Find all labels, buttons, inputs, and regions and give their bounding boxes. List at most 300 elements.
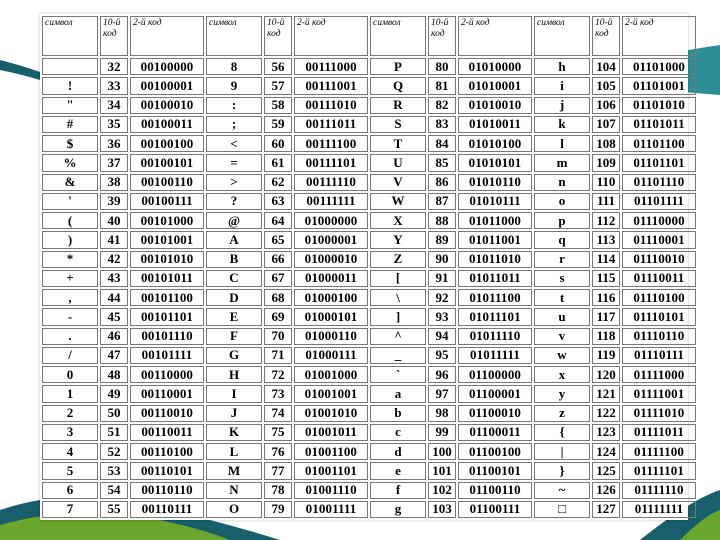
symbol-cell: \ xyxy=(370,289,426,306)
header-decimal-code: 10-й код xyxy=(100,16,128,56)
table-row xyxy=(42,289,696,306)
binary-code-cell: 01010001 xyxy=(458,77,532,94)
symbol-cell: ! xyxy=(42,77,98,94)
symbol-cell: . xyxy=(42,328,98,345)
symbol-cell: C xyxy=(206,270,262,287)
binary-code-cell: 01111101 xyxy=(622,462,696,479)
decimal-code-cell: 66 xyxy=(264,251,292,268)
symbol-cell: l xyxy=(534,135,590,152)
decimal-code-cell: 100 xyxy=(428,443,456,460)
binary-code-cell: 00111100 xyxy=(294,135,368,152)
decimal-code-cell: 86 xyxy=(428,174,456,191)
table-row xyxy=(42,135,696,152)
binary-code-cell: 00100100 xyxy=(130,135,204,152)
decimal-code-cell: 90 xyxy=(428,251,456,268)
header-symbol: символ xyxy=(534,16,590,56)
symbol-cell: [ xyxy=(370,270,426,287)
decimal-code-cell: 106 xyxy=(592,97,620,114)
symbol-cell: O xyxy=(206,501,262,518)
table-row xyxy=(42,77,696,94)
binary-code-cell: 01111001 xyxy=(622,385,696,402)
symbol-cell: 7 xyxy=(42,501,98,518)
binary-code-cell: 01000101 xyxy=(294,308,368,325)
decimal-code-cell: 32 xyxy=(100,58,128,75)
symbol-cell: ~ xyxy=(534,482,590,499)
binary-code-cell: 01111000 xyxy=(622,366,696,383)
symbol-cell: i xyxy=(534,77,590,94)
binary-code-cell: 01110001 xyxy=(622,231,696,248)
decimal-code-cell: 62 xyxy=(264,174,292,191)
decimal-code-cell: 69 xyxy=(264,308,292,325)
table-row xyxy=(42,174,696,191)
decimal-code-cell: 60 xyxy=(264,135,292,152)
decimal-code-cell: 113 xyxy=(592,231,620,248)
symbol-cell: y xyxy=(534,385,590,402)
binary-code-cell: 01000100 xyxy=(294,289,368,306)
decimal-code-cell: 40 xyxy=(100,212,128,229)
binary-code-cell: 01100101 xyxy=(458,462,532,479)
symbol-cell: B xyxy=(206,251,262,268)
decimal-code-cell: 52 xyxy=(100,443,128,460)
decimal-code-cell: 46 xyxy=(100,328,128,345)
decimal-code-cell: 89 xyxy=(428,231,456,248)
symbol-cell: J xyxy=(206,405,262,422)
symbol-cell: { xyxy=(534,424,590,441)
symbol-cell: } xyxy=(534,462,590,479)
symbol-cell: H xyxy=(206,366,262,383)
header-decimal-code: 10-й код xyxy=(592,16,620,56)
header-row xyxy=(42,16,696,56)
symbol-cell: z xyxy=(534,405,590,422)
binary-code-cell: 01011000 xyxy=(458,212,532,229)
symbol-cell: 6 xyxy=(42,482,98,499)
binary-code-cell: 01100000 xyxy=(458,366,532,383)
symbol-cell: Y xyxy=(370,231,426,248)
symbol-cell: e xyxy=(370,462,426,479)
decimal-code-cell: 115 xyxy=(592,270,620,287)
binary-code-cell: 01111100 xyxy=(622,443,696,460)
decimal-code-cell: 96 xyxy=(428,366,456,383)
decimal-code-cell: 63 xyxy=(264,193,292,210)
decimal-code-cell: 83 xyxy=(428,116,456,133)
binary-code-cell: 01001001 xyxy=(294,385,368,402)
decimal-code-cell: 80 xyxy=(428,58,456,75)
symbol-cell: n xyxy=(534,174,590,191)
decimal-code-cell: 38 xyxy=(100,174,128,191)
decimal-code-cell: 50 xyxy=(100,405,128,422)
binary-code-cell: 01100011 xyxy=(458,424,532,441)
symbol-cell: t xyxy=(534,289,590,306)
table-row xyxy=(42,58,696,75)
decimal-code-cell: 87 xyxy=(428,193,456,210)
symbol-cell: s xyxy=(534,270,590,287)
symbol-cell: ` xyxy=(370,366,426,383)
decimal-code-cell: 101 xyxy=(428,462,456,479)
decimal-code-cell: 59 xyxy=(264,116,292,133)
symbol-cell: D xyxy=(206,289,262,306)
binary-code-cell: 01010011 xyxy=(458,116,532,133)
binary-code-cell: 00111111 xyxy=(294,193,368,210)
symbol-cell: | xyxy=(534,443,590,460)
binary-code-cell: 01111010 xyxy=(622,405,696,422)
binary-code-cell: 00100000 xyxy=(130,58,204,75)
decimal-code-cell: 107 xyxy=(592,116,620,133)
binary-code-cell: 01100110 xyxy=(458,482,532,499)
decimal-code-cell: 45 xyxy=(100,308,128,325)
decimal-code-cell: 43 xyxy=(100,270,128,287)
header-binary-code: 2-й код xyxy=(294,16,368,56)
binary-code-cell: 01100010 xyxy=(458,405,532,422)
decimal-code-cell: 109 xyxy=(592,154,620,171)
binary-code-cell: 01001111 xyxy=(294,501,368,518)
binary-code-cell: 01110101 xyxy=(622,308,696,325)
decimal-code-cell: 68 xyxy=(264,289,292,306)
binary-code-cell: 00110101 xyxy=(130,462,204,479)
binary-code-cell: 01110100 xyxy=(622,289,696,306)
symbol-cell: < xyxy=(206,135,262,152)
symbol-cell: ( xyxy=(42,212,98,229)
decimal-code-cell: 93 xyxy=(428,308,456,325)
decimal-code-cell: 65 xyxy=(264,231,292,248)
symbol-cell: X xyxy=(370,212,426,229)
binary-code-cell: 00110000 xyxy=(130,366,204,383)
symbol-cell: N xyxy=(206,482,262,499)
decimal-code-cell: 105 xyxy=(592,77,620,94)
symbol-cell: a xyxy=(370,385,426,402)
ascii-table-container xyxy=(40,14,688,520)
symbol-cell: E xyxy=(206,308,262,325)
decimal-code-cell: 72 xyxy=(264,366,292,383)
decimal-code-cell: 41 xyxy=(100,231,128,248)
decimal-code-cell: 124 xyxy=(592,443,620,460)
binary-code-cell: 01001010 xyxy=(294,405,368,422)
decimal-code-cell: 37 xyxy=(100,154,128,171)
symbol-cell: r xyxy=(534,251,590,268)
symbol-cell: p xyxy=(534,212,590,229)
decimal-code-cell: 73 xyxy=(264,385,292,402)
binary-code-cell: 00100010 xyxy=(130,97,204,114)
table-row xyxy=(42,424,696,441)
binary-code-cell: 01001000 xyxy=(294,366,368,383)
binary-code-cell: 00100001 xyxy=(130,77,204,94)
decimal-code-cell: 91 xyxy=(428,270,456,287)
binary-code-cell: 01110111 xyxy=(622,347,696,364)
decimal-code-cell: 67 xyxy=(264,270,292,287)
symbol-cell: + xyxy=(42,270,98,287)
symbol-cell: j xyxy=(534,97,590,114)
symbol-cell: 9 xyxy=(206,77,262,94)
binary-code-cell: 01010010 xyxy=(458,97,532,114)
table-row xyxy=(42,482,696,499)
binary-code-cell: 01110011 xyxy=(622,270,696,287)
binary-code-cell: 01011001 xyxy=(458,231,532,248)
table-body xyxy=(42,58,696,518)
decimal-code-cell: 126 xyxy=(592,482,620,499)
header-decimal-code: 10-й код xyxy=(428,16,456,56)
decimal-code-cell: 53 xyxy=(100,462,128,479)
table-row xyxy=(42,97,696,114)
table-row xyxy=(42,193,696,210)
decimal-code-cell: 82 xyxy=(428,97,456,114)
binary-code-cell: 00101001 xyxy=(130,231,204,248)
symbol-cell: T xyxy=(370,135,426,152)
header-decimal-code: 10-й код xyxy=(264,16,292,56)
header-binary-code: 2-й код xyxy=(458,16,532,56)
binary-code-cell: 01011110 xyxy=(458,328,532,345)
symbol-cell: % xyxy=(42,154,98,171)
symbol-cell: 3 xyxy=(42,424,98,441)
decimal-code-cell: 84 xyxy=(428,135,456,152)
binary-code-cell: 00110001 xyxy=(130,385,204,402)
binary-code-cell: 00110110 xyxy=(130,482,204,499)
symbol-cell: k xyxy=(534,116,590,133)
decimal-code-cell: 111 xyxy=(592,193,620,210)
table-row xyxy=(42,462,696,479)
decimal-code-cell: 95 xyxy=(428,347,456,364)
binary-code-cell: 01000010 xyxy=(294,251,368,268)
binary-code-cell: 01101111 xyxy=(622,193,696,210)
binary-code-cell: 01101011 xyxy=(622,116,696,133)
symbol-cell: P xyxy=(370,58,426,75)
symbol-cell: v xyxy=(534,328,590,345)
binary-code-cell: 00110111 xyxy=(130,501,204,518)
symbol-cell: @ xyxy=(206,212,262,229)
binary-code-cell: 01111011 xyxy=(622,424,696,441)
binary-code-cell: 00111010 xyxy=(294,97,368,114)
symbol-cell: W xyxy=(370,193,426,210)
binary-code-cell: 01011011 xyxy=(458,270,532,287)
symbol-cell: m xyxy=(534,154,590,171)
decimal-code-cell: 55 xyxy=(100,501,128,518)
symbol-cell: > xyxy=(206,174,262,191)
symbol-cell xyxy=(42,58,98,75)
symbol-cell: d xyxy=(370,443,426,460)
decimal-code-cell: 103 xyxy=(428,501,456,518)
binary-code-cell: 01000000 xyxy=(294,212,368,229)
binary-code-cell: 00111011 xyxy=(294,116,368,133)
binary-code-cell: 00100011 xyxy=(130,116,204,133)
symbol-cell: G xyxy=(206,347,262,364)
decimal-code-cell: 33 xyxy=(100,77,128,94)
symbol-cell: □ xyxy=(534,501,590,518)
decimal-code-cell: 36 xyxy=(100,135,128,152)
binary-code-cell: 00101111 xyxy=(130,347,204,364)
symbol-cell: Q xyxy=(370,77,426,94)
decimal-code-cell: 42 xyxy=(100,251,128,268)
symbol-cell: w xyxy=(534,347,590,364)
decimal-code-cell: 61 xyxy=(264,154,292,171)
binary-code-cell: 00100101 xyxy=(130,154,204,171)
binary-code-cell: 00111000 xyxy=(294,58,368,75)
binary-code-cell: 01001100 xyxy=(294,443,368,460)
decimal-code-cell: 85 xyxy=(428,154,456,171)
symbol-cell: ] xyxy=(370,308,426,325)
symbol-cell: c xyxy=(370,424,426,441)
binary-code-cell: 00101101 xyxy=(130,308,204,325)
table-row xyxy=(42,328,696,345)
table-row xyxy=(42,385,696,402)
decimal-code-cell: 112 xyxy=(592,212,620,229)
binary-code-cell: 00101000 xyxy=(130,212,204,229)
symbol-cell: 5 xyxy=(42,462,98,479)
binary-code-cell: 01001101 xyxy=(294,462,368,479)
table-row xyxy=(42,154,696,171)
binary-code-cell: 00111101 xyxy=(294,154,368,171)
top-left-teal-band xyxy=(0,60,40,80)
header-binary-code: 2-й код xyxy=(130,16,204,56)
symbol-cell: 2 xyxy=(42,405,98,422)
symbol-cell: = xyxy=(206,154,262,171)
table-row xyxy=(42,501,696,518)
symbol-cell: ' xyxy=(42,193,98,210)
binary-code-cell: 00100111 xyxy=(130,193,204,210)
header-binary-code: 2-й код xyxy=(622,16,696,56)
symbol-cell: / xyxy=(42,347,98,364)
decimal-code-cell: 97 xyxy=(428,385,456,402)
binary-code-cell: 01110010 xyxy=(622,251,696,268)
decimal-code-cell: 121 xyxy=(592,385,620,402)
symbol-cell: 8 xyxy=(206,58,262,75)
decimal-code-cell: 71 xyxy=(264,347,292,364)
binary-code-cell: 00111110 xyxy=(294,174,368,191)
binary-code-cell: 01101110 xyxy=(622,174,696,191)
symbol-cell: , xyxy=(42,289,98,306)
symbol-cell: R xyxy=(370,97,426,114)
symbol-cell: b xyxy=(370,405,426,422)
decimal-code-cell: 70 xyxy=(264,328,292,345)
symbol-cell: u xyxy=(534,308,590,325)
binary-code-cell: 01101100 xyxy=(622,135,696,152)
decimal-code-cell: 75 xyxy=(264,424,292,441)
header-symbol: символ xyxy=(206,16,262,56)
decimal-code-cell: 39 xyxy=(100,193,128,210)
table-row xyxy=(42,366,696,383)
decimal-code-cell: 110 xyxy=(592,174,620,191)
binary-code-cell: 01100111 xyxy=(458,501,532,518)
table-row xyxy=(42,251,696,268)
binary-code-cell: 01010101 xyxy=(458,154,532,171)
decimal-code-cell: 76 xyxy=(264,443,292,460)
symbol-cell: : xyxy=(206,97,262,114)
table-row xyxy=(42,270,696,287)
decimal-code-cell: 77 xyxy=(264,462,292,479)
symbol-cell: K xyxy=(206,424,262,441)
table-row xyxy=(42,405,696,422)
symbol-cell: x xyxy=(534,366,590,383)
header-symbol: символ xyxy=(42,16,98,56)
decimal-code-cell: 108 xyxy=(592,135,620,152)
binary-code-cell: 01101101 xyxy=(622,154,696,171)
decimal-code-cell: 48 xyxy=(100,366,128,383)
binary-code-cell: 01011101 xyxy=(458,308,532,325)
binary-code-cell: 00101011 xyxy=(130,270,204,287)
decimal-code-cell: 118 xyxy=(592,328,620,345)
symbol-cell: I xyxy=(206,385,262,402)
binary-code-cell: 01000110 xyxy=(294,328,368,345)
decimal-code-cell: 127 xyxy=(592,501,620,518)
decimal-code-cell: 49 xyxy=(100,385,128,402)
table-row xyxy=(42,347,696,364)
symbol-cell: M xyxy=(206,462,262,479)
symbol-cell: # xyxy=(42,116,98,133)
binary-code-cell: 01010000 xyxy=(458,58,532,75)
symbol-cell: Z xyxy=(370,251,426,268)
symbol-cell: A xyxy=(206,231,262,248)
binary-code-cell: 01010111 xyxy=(458,193,532,210)
decimal-code-cell: 64 xyxy=(264,212,292,229)
decimal-code-cell: 116 xyxy=(592,289,620,306)
decimal-code-cell: 81 xyxy=(428,77,456,94)
decimal-code-cell: 104 xyxy=(592,58,620,75)
decimal-code-cell: 57 xyxy=(264,77,292,94)
binary-code-cell: 01000111 xyxy=(294,347,368,364)
binary-code-cell: 01101000 xyxy=(622,58,696,75)
binary-code-cell: 00110010 xyxy=(130,405,204,422)
decimal-code-cell: 44 xyxy=(100,289,128,306)
decimal-code-cell: 114 xyxy=(592,251,620,268)
symbol-cell: g xyxy=(370,501,426,518)
decimal-code-cell: 98 xyxy=(428,405,456,422)
binary-code-cell: 01110110 xyxy=(622,328,696,345)
decimal-code-cell: 123 xyxy=(592,424,620,441)
symbol-cell: q xyxy=(534,231,590,248)
symbol-cell: ^ xyxy=(370,328,426,345)
binary-code-cell: 01101001 xyxy=(622,77,696,94)
binary-code-cell: 01011010 xyxy=(458,251,532,268)
symbol-cell: " xyxy=(42,97,98,114)
table-row xyxy=(42,212,696,229)
binary-code-cell: 01100100 xyxy=(458,443,532,460)
binary-code-cell: 00100110 xyxy=(130,174,204,191)
symbol-cell: & xyxy=(42,174,98,191)
symbol-cell: ? xyxy=(206,193,262,210)
binary-code-cell: 01001011 xyxy=(294,424,368,441)
symbol-cell: U xyxy=(370,154,426,171)
binary-code-cell: 01100001 xyxy=(458,385,532,402)
symbol-cell: ; xyxy=(206,116,262,133)
decimal-code-cell: 119 xyxy=(592,347,620,364)
binary-code-cell: 01011111 xyxy=(458,347,532,364)
decimal-code-cell: 47 xyxy=(100,347,128,364)
binary-code-cell: 00101010 xyxy=(130,251,204,268)
decimal-code-cell: 58 xyxy=(264,97,292,114)
binary-code-cell: 00101100 xyxy=(130,289,204,306)
decimal-code-cell: 74 xyxy=(264,405,292,422)
symbol-cell: 0 xyxy=(42,366,98,383)
symbol-cell: V xyxy=(370,174,426,191)
symbol-cell: h xyxy=(534,58,590,75)
symbol-cell: F xyxy=(206,328,262,345)
decimal-code-cell: 122 xyxy=(592,405,620,422)
decimal-code-cell: 94 xyxy=(428,328,456,345)
binary-code-cell: 01011100 xyxy=(458,289,532,306)
symbol-cell: S xyxy=(370,116,426,133)
binary-code-cell: 01001110 xyxy=(294,482,368,499)
decimal-code-cell: 79 xyxy=(264,501,292,518)
decimal-code-cell: 35 xyxy=(100,116,128,133)
decimal-code-cell: 99 xyxy=(428,424,456,441)
ascii-code-table xyxy=(40,14,698,520)
symbol-cell: 4 xyxy=(42,443,98,460)
binary-code-cell: 01111111 xyxy=(622,501,696,518)
decimal-code-cell: 125 xyxy=(592,462,620,479)
decimal-code-cell: 51 xyxy=(100,424,128,441)
binary-code-cell: 01110000 xyxy=(622,212,696,229)
decimal-code-cell: 120 xyxy=(592,366,620,383)
table-row xyxy=(42,443,696,460)
decimal-code-cell: 117 xyxy=(592,308,620,325)
binary-code-cell: 00110100 xyxy=(130,443,204,460)
